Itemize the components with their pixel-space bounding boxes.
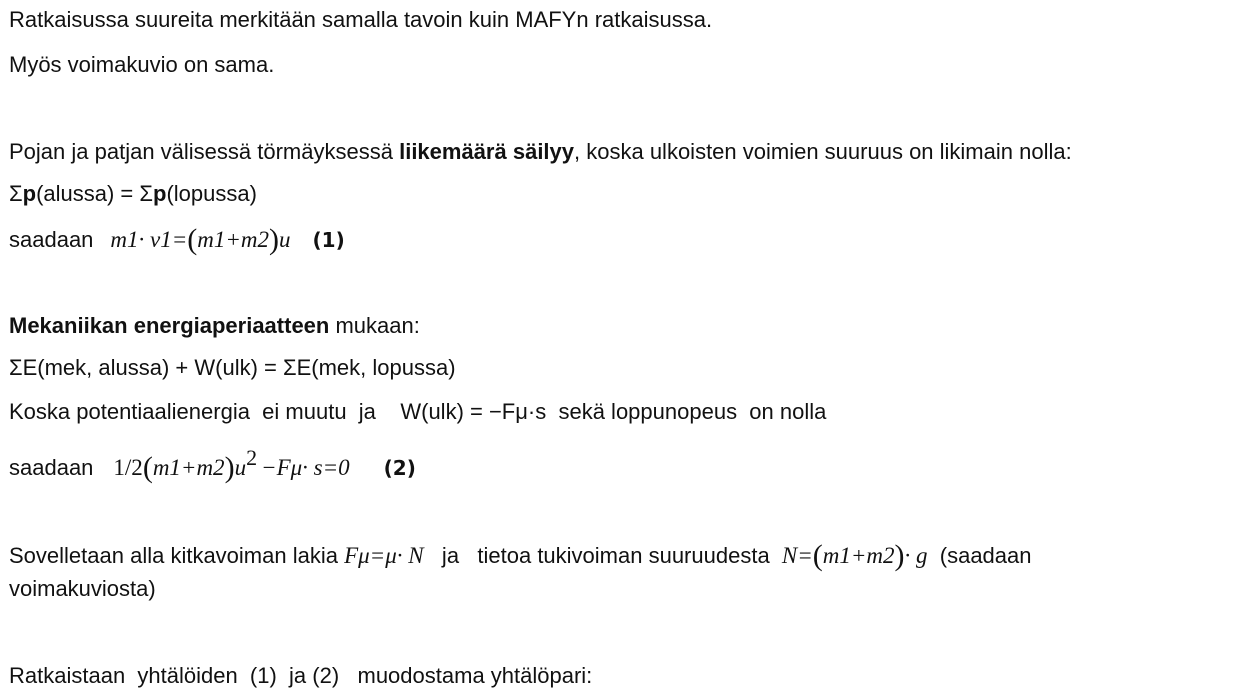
- normal-force-lhs: N=: [781, 543, 813, 568]
- momentum-vector-p: p: [22, 181, 37, 206]
- momentum-text-pre: Pojan ja patjan välisessä törmäyksessä: [9, 139, 400, 164]
- energy-conditions-line: [9, 398, 826, 426]
- equation-1-velocity: u: [279, 227, 291, 252]
- equation-1-lhs: m1· v1=: [110, 227, 188, 252]
- friction-law-pre: Sovelletaan alla kitkavoiman lakia: [9, 543, 345, 568]
- equation-2-mass-sum: m1+m2: [152, 455, 225, 480]
- solve-system-line: [9, 662, 592, 690]
- equation-2-half: 1/2: [113, 455, 143, 480]
- paren-close: ): [894, 539, 905, 572]
- intro-line-1: Ratkaisussa suureita merkitään samalla tavoin kuin MAFYn ratkaisussa.: [9, 7, 713, 32]
- momentum-conserved-bold: liikemäärä säilyy: [399, 139, 575, 164]
- intro-line-2: Myös voimakuvio on sama.: [9, 52, 275, 77]
- equation-1-label: saadaan: [9, 227, 94, 252]
- normal-force-gravity: · g: [904, 543, 928, 568]
- paren-close: ): [269, 223, 280, 256]
- equation-2-friction-work: −Fμ· s=0: [261, 455, 350, 480]
- momentum-sum-equation: [9, 180, 257, 208]
- equation-2-line: [9, 445, 416, 484]
- energy-sum-equation: ΣE(mek, alussa) + W(ulk) = ΣE(mek, lopussa): [9, 355, 456, 380]
- momentum-text-post: , koska ulkoisten voimien suuruus on likimain nolla:: [574, 139, 1072, 164]
- energy-principle-bold: Mekaniikan energiaperiaatteen: [9, 313, 330, 338]
- momentum-vector-p: p: [152, 181, 167, 206]
- equation-2-label: saadaan: [9, 455, 94, 480]
- momentum-sum-end: (lopussa): [166, 181, 257, 206]
- equation-1-number: (1): [312, 228, 345, 252]
- normal-force-mass-sum: m1+m2: [822, 543, 895, 568]
- equation-2-velocity: u: [234, 455, 247, 480]
- paren-open: (: [142, 451, 153, 484]
- paren-open: (: [812, 539, 823, 572]
- friction-law-post: (saadaan: [927, 543, 1032, 568]
- paren-close: ): [224, 451, 235, 484]
- solve-system-text: Ratkaistaan yhtälöiden (1) ja (2) muodostama yhtälöpari:: [9, 663, 593, 688]
- energy-conditions-text: Koska potentiaalienergia ei muutu ja W(ulk) = −Fμ·s sekä loppunopeus on nolla: [9, 399, 827, 424]
- friction-law-mid: ja tietoa tukivoiman suuruudesta: [423, 543, 782, 568]
- equation-2-exponent: 2: [246, 445, 258, 470]
- friction-law-continuation: voimakuviosta): [9, 576, 156, 601]
- friction-law-line: [9, 540, 1032, 570]
- momentum-sum-middle: (alussa) = Σ: [36, 181, 153, 206]
- friction-law-formula: Fμ=μ· N: [344, 543, 424, 568]
- energy-principle-post: mukaan:: [329, 313, 420, 338]
- momentum-statement: [9, 138, 1072, 166]
- equation-1-mass-sum: m1+m2: [197, 227, 270, 252]
- sigma-symbol: Σ: [9, 181, 23, 206]
- equation-1-line: [9, 224, 345, 254]
- equation-2-number: (2): [383, 456, 416, 480]
- energy-principle-heading: [9, 312, 420, 340]
- paren-open: (: [187, 223, 198, 256]
